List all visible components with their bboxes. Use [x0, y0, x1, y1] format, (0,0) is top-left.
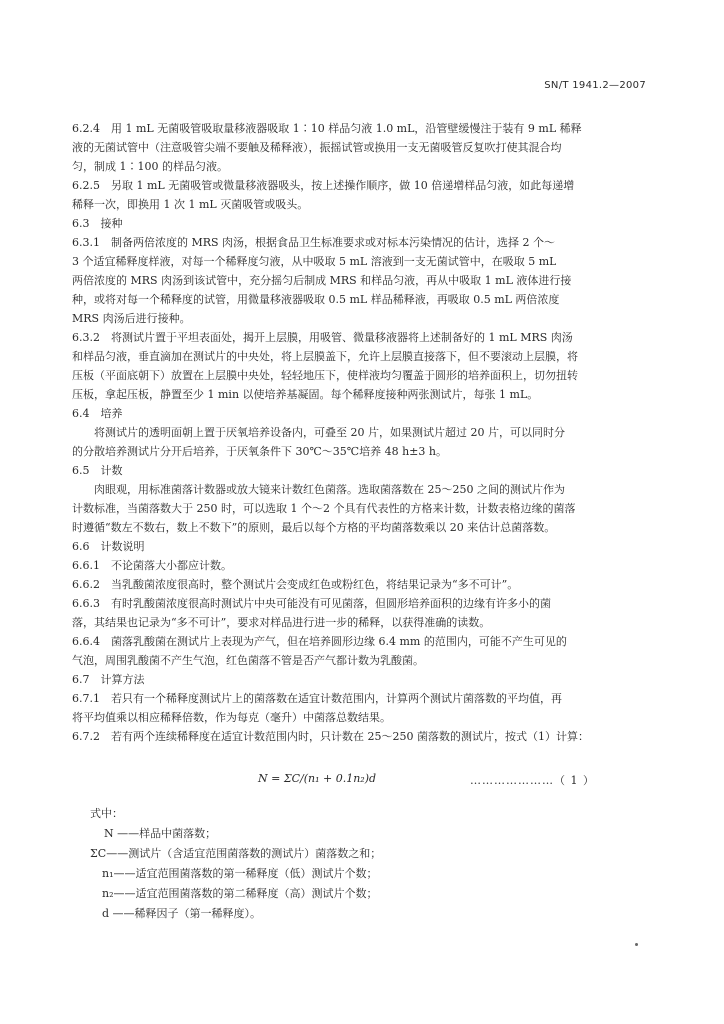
variable-definition: d ——稀释因子（第一稀释度）。: [102, 907, 262, 920]
text-line: 6.3.1 制备两倍浓度的 MRS 肉汤，根据食品卫生标准要求或对标本污染情况的估计，选择 2 个～: [72, 236, 556, 249]
section-heading: 6.3 接种: [72, 217, 123, 230]
text-line: 6.2.4 用 1 mL 无菌吸管吸取量移液器吸取 1∶10 样品匀液 1.0 mL，沿管壁缓慢注于装有 9 mL 稀释: [72, 122, 582, 135]
variable-definition: ΣC——测试片（含适宜范围菌落数的测试片）菌落数之和；: [90, 847, 382, 860]
text-line: 压板，拿起压板，静置至少 1 min 以使培养基凝固。每个稀释度接种两张测试片，每张 1 mL。: [72, 388, 539, 401]
document-code: SN/T 1941.2—2007: [544, 80, 646, 91]
text-line: 压板（平面底朝下）放置在上层膜中央处，轻轻地压下，使样液均匀覆盖于圆形的培养面积上，切勿扭转: [72, 369, 578, 382]
text-line: 将平均值乘以相应稀释倍数，作为每克（毫升）中菌落总数结果。: [72, 711, 391, 724]
text-line: 时遵循“数左不数右，数上不数下”的原则，最后以每个方格的平均菌落数乘以 20 来估计总菌落数。: [72, 521, 556, 534]
text-line: 匀，制成 1∶100 的样品匀液。: [72, 160, 228, 173]
section-heading: 6.7 计算方法: [72, 673, 145, 686]
text-line: MRS 肉汤后进行接种。: [72, 312, 191, 325]
text-line: 6.6.1 不论菌落大小都应计数。: [72, 559, 232, 572]
text-line: 两倍浓度的 MRS 肉汤到该试管中，充分摇匀后制成 MRS 和样品匀液，再从中吸取 1 mL 液体进行接: [72, 274, 572, 287]
text-line: 6.6.4 菌落乳酸菌在测试片上表现为产气，但在培养圆形边缘 6.4 mm 的范围内，可能不产生可见的: [72, 635, 567, 648]
text-line: 稀释一次，即换用 1 次 1 mL 灭菌吸管或吸头。: [72, 198, 309, 211]
text-line: 的分散培养测试片分开后培养，于厌氧条件下 30℃～35℃培养 48 h±3 h。: [72, 445, 447, 458]
text-line: 和样品匀液，垂直滴加在测试片的中央处，将上层膜盖下，允许上层膜直接落下，但不要滚动上层膜，将: [72, 350, 578, 363]
text-line: 将测试片的透明面朝上置于厌氧培养设备内，可叠至 20 片，如果测试片超过 20 片，可以同时分: [72, 426, 565, 439]
section-heading: 6.5 计数: [72, 464, 123, 477]
text-line: 计数标准，当菌落数大于 250 时，可以选取 1 个～2 个具有代表性的方格来计数，计数表格边缘的菌落: [72, 502, 576, 515]
section-heading: 6.4 培养: [72, 407, 123, 420]
variable-definition: n₂——适宜范围菌落数的第二稀释度（高）测试片个数；: [102, 887, 378, 900]
text-line: 液的无菌试管中（注意吸管尖端不要触及稀释液），振摇试管或换用一支无菌吸管反复吹打使其混合均: [72, 141, 562, 154]
section-heading: 6.6 计数说明: [72, 540, 145, 553]
text-line: 6.2.5 另取 1 mL 无菌吸管或微量移液器吸头，按上述操作顺序，做 10 倍递增样品匀液，如此每递增: [72, 179, 575, 192]
text-line: 肉眼观，用标准菌落计数器或放大镜来计数红色菌落。选取菌落数在 25～250 之间的测试片作为: [72, 483, 565, 496]
text-line: 6.3.2 将测试片置于平坦表面处，揭开上层膜，用吸管、微量移液器将上述制备好的 1 mL MRS 肉汤: [72, 331, 573, 344]
page-mark: [635, 943, 638, 946]
text-line: 6.6.2 当乳酸菌浓度很高时，整个测试片会变成红色或粉红色，将结果记录为“多不可计”。: [72, 578, 519, 591]
text-line: 种，或将对每一个稀释度的试管，用微量移液器吸取 0.5 mL 样品稀释液，再吸取 0.5 mL 两倍浓度: [72, 293, 560, 306]
where-intro: 式中：: [90, 807, 123, 820]
text-line: 气泡，周围乳酸菌不产生气泡，红色菌落不管是否产气都计数为乳酸菌。: [72, 654, 424, 667]
text-line: 6.6.3 有时乳酸菌浓度很高时测试片中央可能没有可见菌落，但圆形培养面积的边缘有许多小的菌: [72, 597, 551, 610]
equation-number: …………………（ 1 ）: [470, 774, 595, 787]
text-line: 6.7.2 若有两个连续稀释度在适宜计数范围内时，只计数在 25～250 菌落数的测试片，按式（1）计算：: [72, 730, 589, 743]
variable-definition: n₁——适宜范围菌落数的第一稀释度（低）测试片个数；: [102, 867, 378, 880]
text-line: 落，其结果也记录为“多不可计”，要求对样品进行进一步的稀释，以获得准确的读数。: [72, 616, 491, 629]
text-line: 6.7.1 若只有一个稀释度测试片上的菌落数在适宜计数范围内，计算两个测试片菌落数的平均值，再: [72, 692, 562, 705]
variable-definition: N ——样品中菌落数；: [104, 827, 217, 840]
text-line: 3 个适宜稀释度样液，对每一个稀释度匀液，从中吸取 5 mL 溶液到一支无菌试管中，在吸取 5 mL: [72, 255, 557, 268]
formula-expression: N = ΣC/(n₁ + 0.1n₂)d: [258, 772, 377, 785]
